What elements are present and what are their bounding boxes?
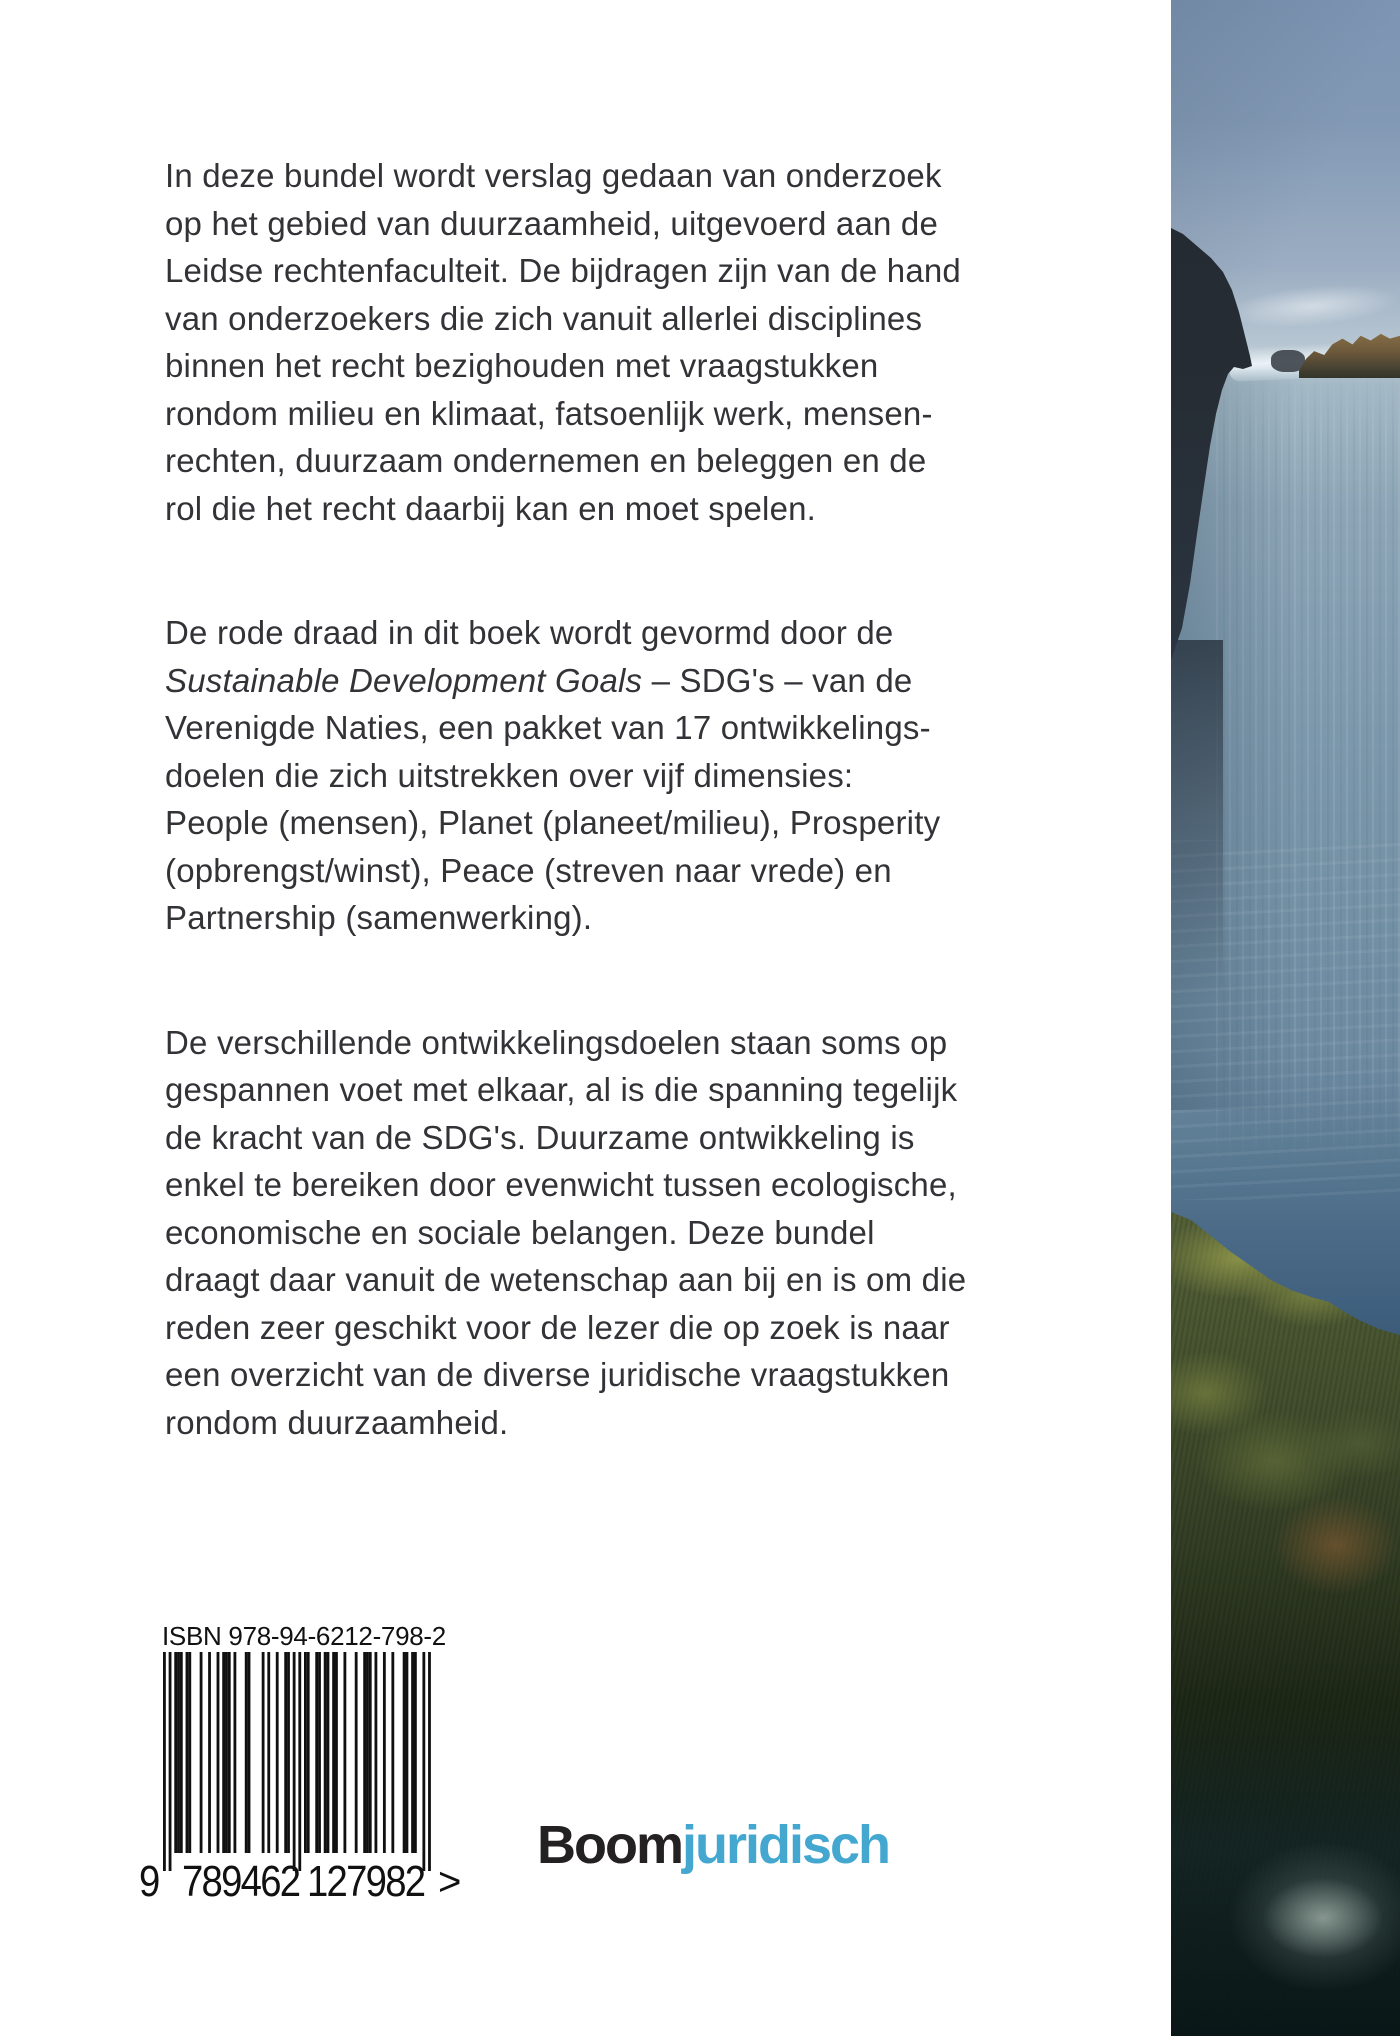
blurb-line: De rode draad in dit boek wordt gevormd door de (165, 614, 894, 651)
blurb-line: enkel te bereiken door evenwicht tussen ecologische, (165, 1166, 957, 1203)
blurb-line: De verschillende ontwikkelingsdoelen staan soms op (165, 1023, 948, 1061)
barcode-bar (208, 1652, 211, 1853)
barcode-bar (315, 1652, 318, 1853)
barcode-bar (383, 1652, 386, 1853)
barcode-bar (324, 1652, 327, 1853)
barcode-bar (262, 1652, 265, 1853)
blurb-paragraph (165, 152, 1035, 532)
isbn-label: ISBN 978-94-6212-798-2 (162, 1621, 446, 1651)
barcode-bar (174, 1652, 177, 1853)
barcode-bar (369, 1652, 372, 1853)
barcode-bar (245, 1652, 248, 1853)
barcode-bar (414, 1652, 417, 1853)
barcode-bar (307, 1652, 310, 1853)
blurb-line: van onderzoekers die zich vanuit allerlei disciplines (165, 299, 923, 337)
blurb-line: Leidse rechtenfaculteit. De bijdragen zijn van de hand (165, 252, 961, 289)
blurb-line: (opbrengst/winst), Peace (streven naar vrede) en (165, 851, 892, 889)
blurb-line: op het gebied van duurzaamheid, uitgevoerd aan de (165, 204, 939, 242)
blurb-line: rondom milieu en klimaat, fatsoenlijk werk, mensen- (165, 394, 933, 432)
barcode-bar (169, 1652, 172, 1871)
barcode-bar (228, 1652, 231, 1853)
small-rock (1271, 350, 1305, 372)
blurb-line: In deze bundel wordt verslag gedaan van onderzoek (165, 157, 942, 194)
blurb-line: gespannen voet met elkaar, al is die spanning tegelijk (165, 1071, 958, 1108)
publisher-logo (537, 1815, 890, 1875)
pool-glow-inner (1263, 1878, 1383, 1958)
blurb-line: People (mensen), Planet (planeet/milieu), Prosperity (165, 804, 941, 841)
blurb-text (165, 152, 1035, 1446)
barcode-bar (267, 1652, 270, 1853)
publisher-logo-primary: Boom (537, 1815, 682, 1875)
barcode-bar (298, 1652, 301, 1871)
barcode-bar (411, 1652, 414, 1853)
barcode-bar (200, 1652, 203, 1853)
barcode-bar (428, 1652, 431, 1871)
blurb-line: rol die het recht daarbij kan en moet spelen. (165, 489, 817, 527)
blurb-paragraph (165, 1019, 1035, 1447)
barcode-bar (335, 1652, 338, 1853)
barcode-bar (422, 1652, 425, 1871)
barcode-bar (343, 1652, 346, 1853)
barcode-arrow: > (438, 1860, 462, 1904)
barcode-bar (234, 1652, 237, 1853)
barcode-bar (186, 1652, 189, 1853)
barcode-bar (217, 1652, 220, 1853)
barcode-bar (375, 1652, 378, 1853)
barcode-bar (284, 1652, 287, 1853)
blurb-paragraph (165, 609, 1035, 942)
barcode-digit-group2: 127982 (307, 1857, 425, 1906)
blurb-line: rechten, duurzaam ondernemen en beleggen en de (165, 442, 927, 479)
barcode-bar (391, 1652, 394, 1853)
barcode-bar (406, 1652, 409, 1853)
barcode-bar (403, 1652, 406, 1853)
blurb-segment: – SDG's – van de (642, 661, 913, 699)
barcode-digit-group1: 789462 (182, 1857, 300, 1906)
barcode (163, 1652, 431, 1872)
barcode-bar (180, 1652, 183, 1853)
barcode-bar (188, 1652, 191, 1853)
blurb-line: Verenigde Naties, een pakket van 17 ontwikkelings- (165, 709, 931, 746)
barcode-bar (222, 1652, 225, 1853)
blurb-italic-segment: Sustainable Development Goals (165, 661, 643, 699)
barcode-bar (304, 1652, 307, 1853)
blurb-line: reden zeer geschikt voor de lezer die op zoek is naar (165, 1308, 950, 1346)
cliff-fade (1171, 640, 1223, 1000)
blurb-line: doelen die zich uitstrekken over vijf dimensies: (165, 756, 854, 794)
blurb-line (165, 657, 1035, 705)
blurb-line: economische en sociale belangen. Deze bundel (165, 1213, 875, 1251)
barcode-bar (225, 1652, 228, 1853)
barcode-bar (355, 1652, 358, 1853)
barcode-bar (318, 1652, 321, 1853)
blurb-line: een overzicht van de diverse juridische vraagstukken (165, 1356, 950, 1393)
barcode-bar (327, 1652, 330, 1853)
barcode-bar (163, 1652, 166, 1871)
blurb-line: draagt daar vanuit de wetenschap aan bij en is om die (165, 1261, 967, 1298)
blurb-line: Partnership (samenwerking). (165, 899, 593, 936)
blurb-line: de kracht van de SDG's. Duurzame ontwikkeling is (165, 1118, 915, 1156)
barcode-bar (332, 1652, 335, 1853)
blurb-line: rondom duurzaamheid. (165, 1403, 509, 1441)
barcode-bar (276, 1652, 279, 1853)
barcode-bar (248, 1652, 251, 1853)
barcode-bar (293, 1652, 296, 1871)
blurb-line: binnen het recht bezighouden met vraagstukken (165, 347, 879, 384)
cover-photo (1171, 0, 1400, 2036)
barcode-bar (287, 1652, 290, 1853)
barcode-bar (177, 1652, 180, 1853)
barcode-digit-left: 9 (139, 1857, 159, 1906)
barcode-bar (363, 1652, 366, 1853)
publisher-logo-secondary: juridisch (681, 1815, 890, 1875)
barcode-bar (366, 1652, 369, 1853)
